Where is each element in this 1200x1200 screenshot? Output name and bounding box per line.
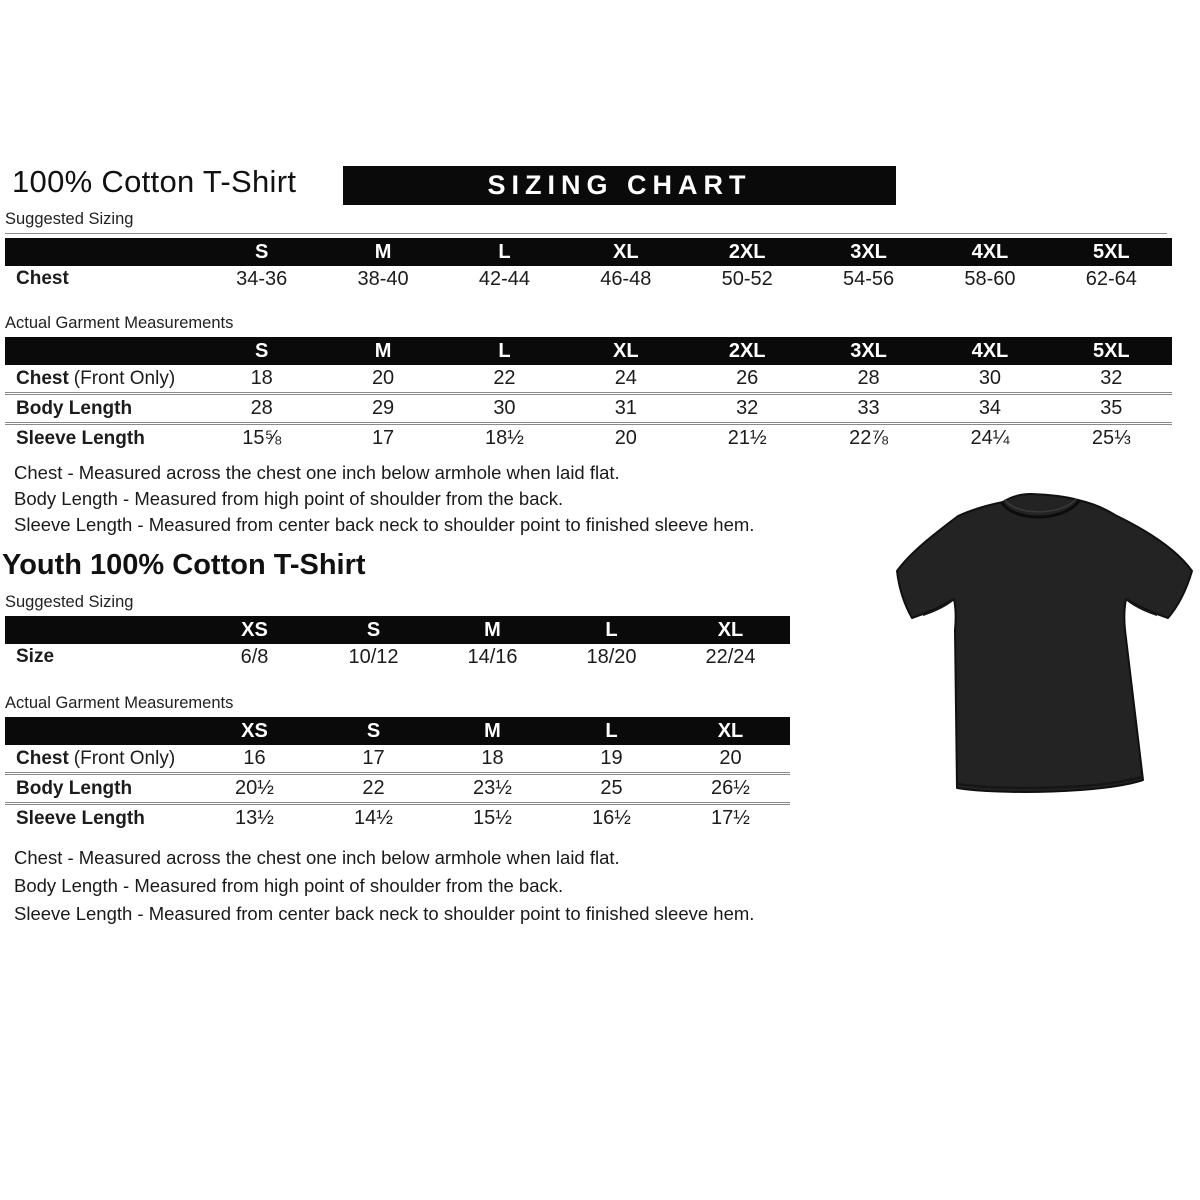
value-cell: 18 — [481, 747, 504, 769]
note-sleeve-length: Sleeve Length - Measured from center back neck to shoulder point to finished sleeve hem. — [14, 514, 755, 535]
column-header: 2XL — [687, 337, 808, 365]
youth-actual-measurements-label: Actual Garment Measurements — [5, 694, 785, 718]
value-cell: 17 — [371, 427, 395, 449]
column-header: M — [433, 616, 552, 644]
value-cell: 22 — [493, 367, 516, 389]
row-label: Chest — [16, 268, 69, 289]
row-label: Chest (Front Only) — [16, 367, 176, 389]
note-body-length: Body Length - Measured from high point of shoulder from the back. — [14, 488, 564, 509]
value-cell: 22/24 — [705, 645, 756, 668]
sizing-chart-banner: SIZING CHART — [343, 166, 896, 205]
column-header: L — [552, 717, 671, 745]
adult-suggested-sizing-label: Suggested Sizing — [5, 210, 1167, 234]
value-cell: 32 — [1100, 367, 1123, 389]
corner-cell — [5, 717, 195, 745]
value-cell: 14½ — [354, 807, 393, 829]
value-cell: 26 — [736, 367, 759, 389]
column-header: S — [201, 238, 322, 266]
value-cell: 25⅓ — [1091, 427, 1131, 449]
column-header: M — [322, 337, 443, 365]
table-row — [5, 424, 1172, 453]
value-cell: 10/12 — [348, 645, 399, 668]
column-header: XL — [565, 238, 686, 266]
value-cell: 30 — [493, 397, 516, 419]
value-cell: 46-48 — [600, 267, 652, 290]
value-cell: 26½ — [711, 777, 750, 799]
value-cell: 18½ — [484, 427, 524, 449]
column-header: XL — [671, 616, 790, 644]
table-row — [5, 644, 790, 670]
table-row — [5, 804, 790, 833]
value-cell: 14/16 — [467, 645, 518, 668]
value-cell: 42-44 — [478, 267, 531, 290]
value-cell: 24 — [614, 367, 637, 389]
corner-cell — [5, 616, 195, 644]
value-cell: 15⅝ — [242, 427, 282, 449]
value-cell: 34 — [978, 397, 1002, 419]
row-label: Chest (Front Only) — [16, 747, 176, 769]
row-label: Size — [16, 646, 55, 667]
column-header: 4XL — [929, 238, 1050, 266]
value-cell: 31 — [614, 397, 637, 419]
value-cell: 29 — [371, 397, 395, 419]
value-cell: 21½ — [727, 427, 767, 449]
note-chest: Chest - Measured across the chest one inch below armhole when laid flat. — [14, 462, 620, 483]
table-row — [5, 266, 1172, 292]
table-row — [5, 394, 1172, 424]
black-tshirt-image — [895, 489, 1195, 804]
value-cell: 28 — [857, 367, 880, 389]
value-cell: 58-60 — [964, 267, 1016, 290]
column-header: L — [552, 616, 671, 644]
column-header: S — [314, 616, 433, 644]
column-header: XL — [671, 717, 790, 745]
value-cell: 35 — [1100, 397, 1123, 419]
value-cell: 30 — [978, 367, 1002, 389]
value-cell: 20 — [371, 367, 395, 389]
value-cell: 50-52 — [721, 267, 773, 290]
column-header: 4XL — [929, 337, 1050, 365]
column-header: XS — [195, 616, 314, 644]
tshirt-silhouette — [897, 494, 1192, 792]
note-body-length: Body Length - Measured from high point of shoulder from the back. — [14, 875, 564, 896]
table-header-row — [5, 717, 790, 745]
value-cell: 38-40 — [357, 267, 409, 290]
value-cell: 33 — [857, 397, 880, 419]
adult-measurement-notes — [14, 460, 754, 538]
column-header: 3XL — [808, 238, 929, 266]
youth-actual-measurements-table — [5, 717, 790, 832]
table-header-row — [5, 238, 1172, 266]
table-header-row — [5, 616, 790, 644]
value-cell: 54-56 — [842, 267, 895, 290]
value-cell: 34-36 — [236, 267, 288, 290]
value-cell: 17 — [362, 747, 385, 769]
value-cell: 24¼ — [970, 427, 1010, 449]
row-label: Sleeve Length — [16, 427, 145, 449]
adult-actual-measurements-table — [5, 337, 1172, 452]
table-row — [5, 745, 790, 774]
value-cell: 23½ — [473, 777, 512, 799]
value-cell: 16 — [243, 747, 266, 769]
column-header: S — [201, 337, 322, 365]
row-label: Body Length — [16, 777, 133, 799]
value-cell: 20½ — [235, 777, 274, 799]
value-cell: 22⅞ — [849, 427, 889, 449]
adult-section-title: 100% Cotton T-Shirt — [12, 164, 297, 199]
value-cell: 6/8 — [240, 645, 269, 668]
column-header: L — [444, 337, 565, 365]
corner-cell — [5, 337, 201, 365]
value-cell: 20 — [614, 427, 637, 449]
value-cell: 22 — [362, 777, 385, 799]
row-label: Sleeve Length — [16, 807, 145, 829]
value-cell: 32 — [736, 397, 759, 419]
column-header: XL — [565, 337, 686, 365]
column-header: S — [314, 717, 433, 745]
value-cell: 17½ — [711, 807, 750, 829]
value-cell: 20 — [719, 747, 742, 769]
note-chest: Chest - Measured across the chest one inch below armhole when laid flat. — [14, 847, 620, 868]
youth-suggested-sizing-label: Suggested Sizing — [5, 593, 785, 617]
corner-cell — [5, 238, 201, 266]
column-header: L — [444, 238, 565, 266]
note-sleeve-length: Sleeve Length - Measured from center back neck to shoulder point to finished sleeve hem. — [14, 903, 755, 924]
value-cell: 18/20 — [586, 645, 637, 668]
column-header: XS — [195, 717, 314, 745]
column-header: M — [433, 717, 552, 745]
value-cell: 13½ — [235, 807, 274, 829]
value-cell: 19 — [600, 747, 623, 769]
table-row — [5, 774, 790, 804]
value-cell: 16½ — [592, 807, 631, 829]
adult-suggested-sizing-table — [5, 238, 1172, 292]
value-cell: 28 — [250, 397, 273, 419]
column-header: M — [322, 238, 443, 266]
value-cell: 62-64 — [1085, 267, 1137, 290]
youth-suggested-sizing-table — [5, 616, 790, 670]
column-header: 2XL — [687, 238, 808, 266]
value-cell: 15½ — [473, 807, 512, 829]
column-header: 5XL — [1051, 337, 1172, 365]
value-cell: 25 — [600, 777, 623, 799]
column-header: 5XL — [1051, 238, 1172, 266]
table-header-row — [5, 337, 1172, 365]
adult-actual-measurements-label: Actual Garment Measurements — [5, 314, 1167, 338]
youth-section-title: Youth 100% Cotton T-Shirt — [2, 549, 366, 581]
row-label: Body Length — [16, 397, 133, 419]
column-header: 3XL — [808, 337, 929, 365]
youth-measurement-notes — [14, 844, 754, 928]
table-row — [5, 365, 1172, 394]
value-cell: 18 — [250, 367, 273, 389]
